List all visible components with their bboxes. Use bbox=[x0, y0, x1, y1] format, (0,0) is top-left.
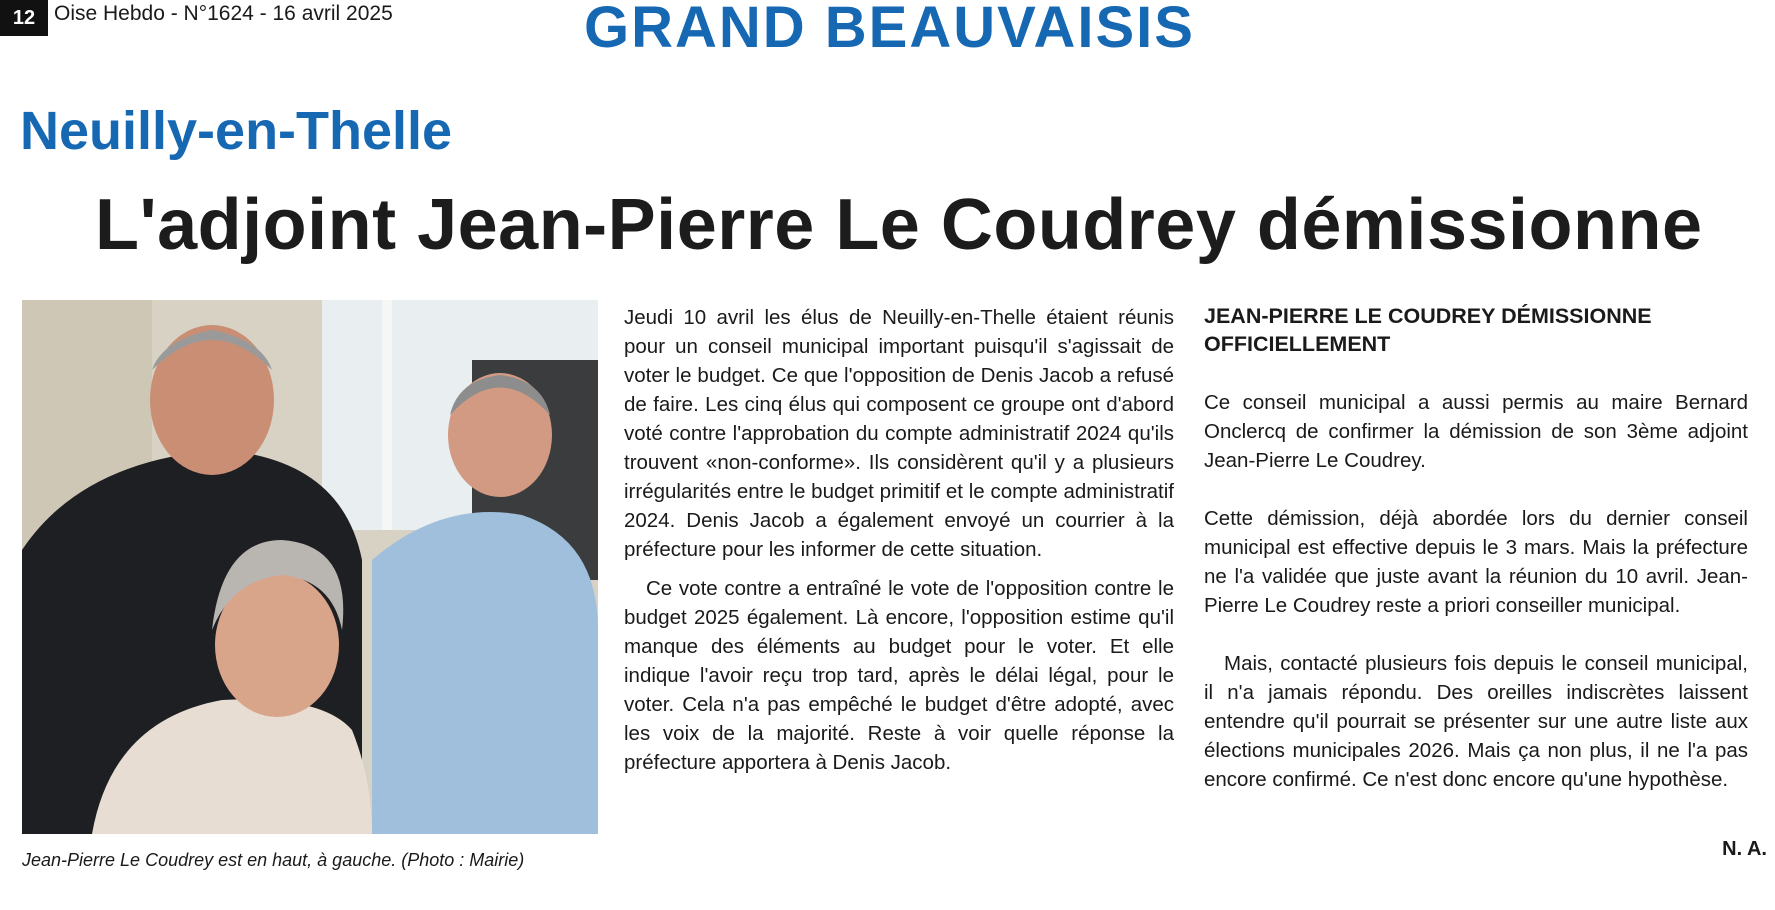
body-paragraph: Ce conseil municipal a aussi permis au maire Bernard Onclercq de confirmer la démission de son 3ème adjoint Jean-Pierre Le Coudrey. bbox=[1204, 391, 1748, 472]
article-subheading: JEAN-PIERRE LE COUDREY DÉMISSIONNE OFFICIELLEMENT bbox=[1204, 304, 1652, 356]
group-photo-icon bbox=[22, 300, 598, 834]
body-paragraph: Mais, contacté plusieurs fois depuis le conseil municipal, il n'a jamais répondu. Des oreilles indiscrètes laissent entendre qu'il pourrait se présenter sur une autre liste aux élections municipales 2026. Mais ça non plus, il ne l'a pas encore confirmé. Ce n'est donc encore qu'une hypothèse. bbox=[1204, 652, 1748, 791]
article-column-right bbox=[1204, 302, 1748, 823]
author-signature: N. A. bbox=[1722, 838, 1767, 860]
body-paragraph: Cette démission, déjà abordée lors du dernier conseil municipal est effective depuis le 3 mars. Mais la préfecture ne l'a validée que juste avant la réunion du 10 avril. Jean-Pierre Le Coudrey reste a priori conseiller municipal. bbox=[1204, 507, 1748, 617]
locality-kicker: Neuilly-en-Thelle bbox=[20, 101, 453, 161]
page-number-badge: 12 bbox=[0, 0, 48, 36]
photo-window-frame bbox=[382, 300, 392, 530]
photo-man-right-body bbox=[372, 512, 598, 834]
body-paragraph: Jeudi 10 avril les élus de Neuilly-en-Thelle étaient réunis pour un conseil municipal important puisqu'il s'agissait de voter le budget. Ce que l'opposition de Denis Jacob a refusé de faire. Les cinq élus qui composent ce groupe ont d'abord voté contre l'approbation du compte administratif 2024 qu'ils trouvent «non-conforme». Ils considèrent qu'il y a plusieurs irrégularités entre le budget primitif et le compte administratif 2024. Denis Jacob a également envoyé un courrier à la préfecture pour les informer de cette situation. bbox=[624, 306, 1174, 561]
section-title: GRAND BEAUVAISIS bbox=[584, 0, 1195, 60]
article-photo bbox=[22, 300, 598, 834]
body-paragraph: Ce vote contre a entraîné le vote de l'opposition contre le budget 2025 également. Là encore, l'opposition estime qu'il manque des éléments au budget pour le voter. Et elle indique l'avoir reçu trop tard, après le délai légal, pour le voter. Cela n'a pas empêché le budget d'être adopté, avec les voix de la majorité. Reste à voir quelle réponse la préfecture apportera à Denis Jacob. bbox=[624, 577, 1174, 774]
article-column-middle bbox=[624, 303, 1174, 777]
article-headline: L'adjoint Jean-Pierre Le Coudrey démissionne bbox=[95, 185, 1703, 265]
photo-caption: Jean-Pierre Le Coudrey est en haut, à gauche. (Photo : Mairie) bbox=[22, 850, 525, 870]
publication-line: Oise Hebdo - N°1624 - 16 avril 2025 bbox=[54, 2, 393, 25]
